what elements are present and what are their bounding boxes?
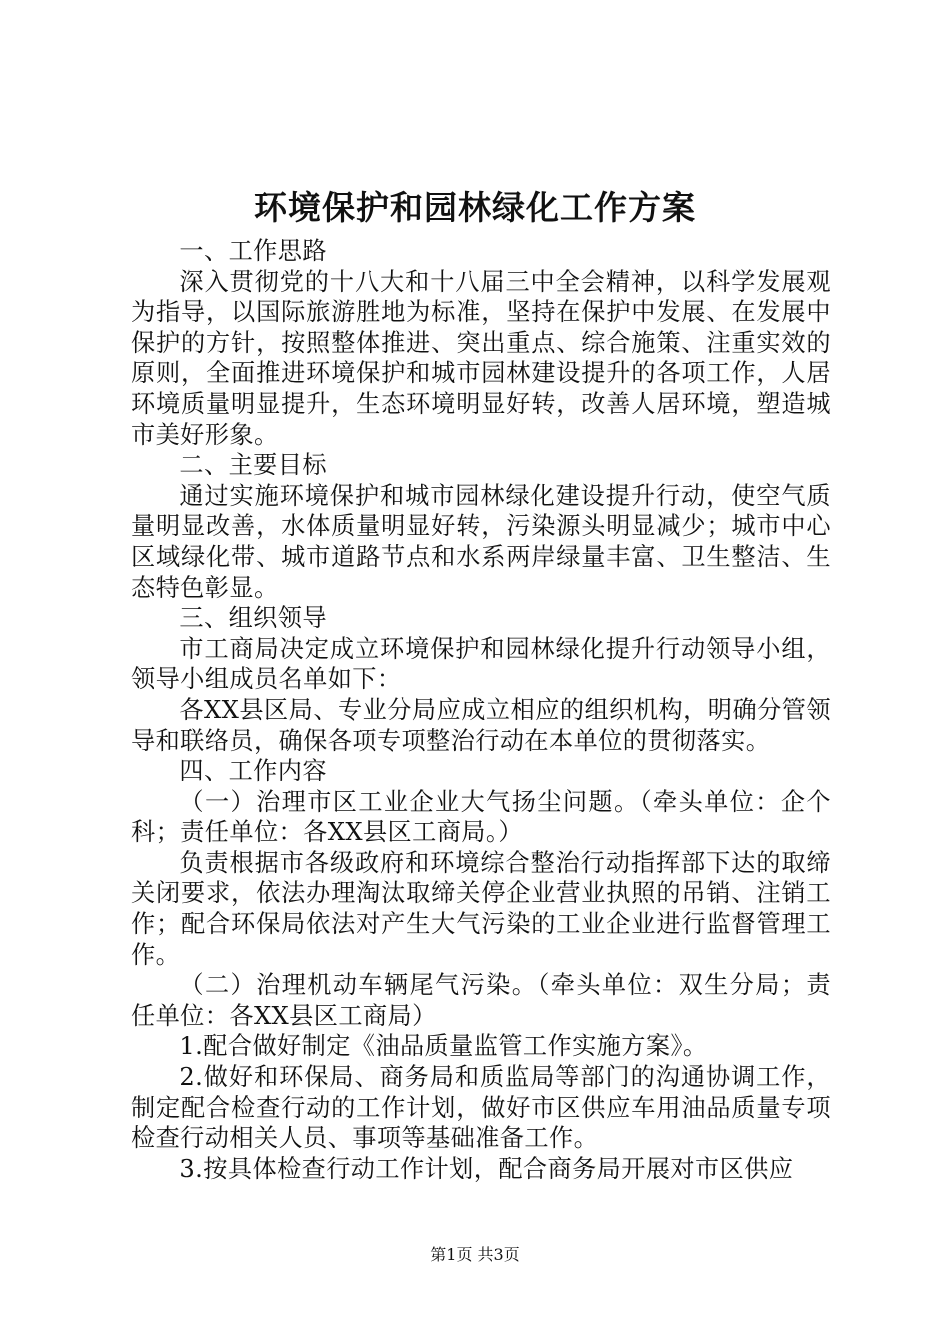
page-footer: 第1页 共3页 bbox=[430, 1245, 520, 1264]
list-item: 2.做好和环保局、商务局和质监局等部门的沟通协调工作，制定配合检查行动的工作计划，做好市区供应车用油品质量专项检查行动相关人员、事项等基础准备工作。 bbox=[131, 1063, 831, 1153]
subsection-heading-1: （一）治理市区工业企业大气扬尘问题。（牵头单位：企个科；责任单位：各XX县区工商局。） bbox=[131, 787, 831, 847]
document-body bbox=[131, 236, 831, 1184]
subsection-heading-2: （二）治理机动车辆尾气污染。（牵头单位：双生分局；责任单位：各XX县区工商局） bbox=[131, 971, 831, 1030]
paragraph: 通过实施环境保护和城市园林绿化建设提升行动，使空气质量明显改善，水体质量明显好转，污染源头明显减少；城市中心区域绿化带、城市道路节点和水系两岸绿量丰富、卫生整洁、生态特色彰显。 bbox=[131, 481, 831, 602]
section-heading-4: 四、工作内容 bbox=[179, 757, 327, 786]
paragraph: 市工商局决定成立环境保护和园林绿化提升行动领导小组，领导小组成员名单如下： bbox=[131, 634, 831, 694]
section-heading-1: 一、工作思路 bbox=[179, 237, 327, 265]
list-item: 1.配合做好制定《油品质量监管工作实施方案》。 bbox=[179, 1032, 708, 1061]
section-heading-2: 二、主要目标 bbox=[179, 451, 327, 480]
list-item: 3.按具体检查行动工作计划，配合商务局开展对市区供应 bbox=[179, 1154, 794, 1183]
document-title: 环境保护和园林绿化工作方案 bbox=[254, 188, 696, 227]
paragraph: 负责根据市各级政府和环境综合整治行动指挥部下达的取缔关闭要求，依法办理淘汰取缔关停企业营业执照的吊销、注销工作；配合环保局依法对产生大气污染的工业企业进行监督管理工作。 bbox=[131, 848, 831, 969]
paragraph: 深入贯彻党的十八大和十八届三中全会精神，以科学发展观为指导，以国际旅游胜地为标准，坚持在保护中发展、在发展中保护的方针，按照整体推进、突出重点、综合施策、注重实效的原则，全面推进环境保护和城市园林建设提升的各项工作，人居环境质量明显提升，生态环境明显好转，改善人居环境，塑造城市美好形象。 bbox=[131, 267, 831, 449]
section-heading-3: 三、组织领导 bbox=[179, 604, 327, 633]
paragraph: 各XX县区局、专业分局应成立相应的组织机构，明确分管领导和联络员，确保各项专项整治行动在本单位的贯彻落实。 bbox=[131, 695, 831, 755]
